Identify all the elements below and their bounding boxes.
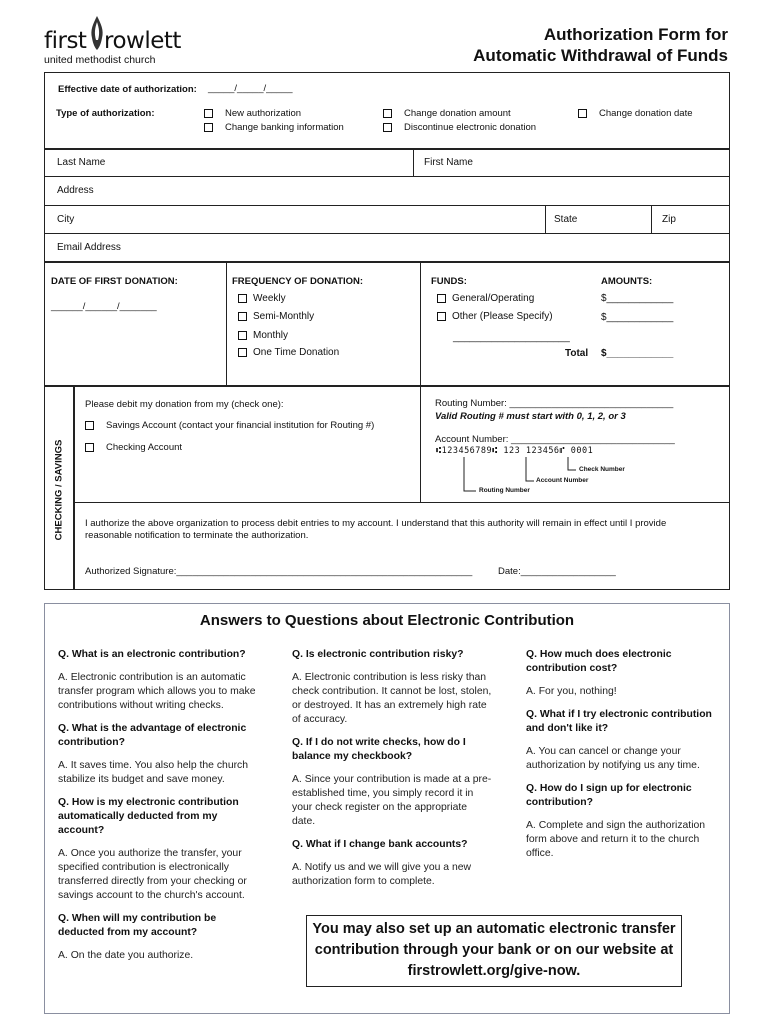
option-new-authorization[interactable] — [204, 108, 301, 119]
faq-question: Q. What is an electronic contribution? — [58, 649, 246, 660]
option-label: General/Operating — [452, 293, 535, 304]
divider — [44, 205, 730, 206]
divider — [44, 233, 730, 234]
signature-date-field[interactable]: Date:__________________ — [498, 566, 616, 577]
callout-line-3: firstrowlett.org/give-now. — [407, 963, 581, 979]
checkbox[interactable] — [383, 123, 392, 132]
faq-column-1 — [58, 648, 258, 972]
title-line-1: Authorization Form for — [543, 25, 728, 44]
form-title — [473, 24, 728, 66]
amount-general-field[interactable]: $____________ — [601, 293, 674, 304]
divider — [44, 176, 730, 177]
routing-note: Valid Routing # must start with 0, 1, 2, or 3 — [435, 411, 626, 422]
faq-answer: A. On the date you authorize. — [58, 950, 194, 961]
address-field[interactable]: Address — [57, 185, 94, 196]
option-change-banking[interactable] — [204, 122, 344, 133]
last-name-field[interactable]: Last Name — [57, 157, 106, 168]
faq-question: Q. What if I try electronic contribution and don't like it? — [526, 709, 712, 734]
total-amount-field[interactable]: $____________ — [601, 348, 674, 359]
checkbox[interactable] — [578, 109, 587, 118]
funds-label: FUNDS: — [431, 276, 467, 287]
authorization-statement: I authorize the above organization to process debit entries to my account. I understand that this authority will remain in effect until I provide reasonable notification to terminate the authorization. — [85, 518, 667, 541]
checkbox[interactable] — [204, 123, 213, 132]
logo-first: first — [44, 28, 87, 54]
faq-answer: A. For you, nothing! — [526, 686, 617, 697]
option-label: Change donation date — [599, 108, 693, 119]
checkbox[interactable] — [238, 294, 247, 303]
signature-field[interactable]: Authorized Signature:________________________________________________________ — [85, 566, 473, 577]
divider — [545, 205, 546, 233]
flame-cross-icon — [89, 16, 105, 50]
divider — [651, 205, 652, 233]
savings-account-option[interactable] — [85, 420, 374, 431]
checking-savings-side-label: CHECKING / SAVINGS — [53, 439, 65, 541]
faq-question: Q. Is electronic contribution risky? — [292, 649, 464, 660]
option-change-date[interactable] — [578, 108, 693, 119]
date-of-first-donation-label: DATE OF FIRST DONATION: — [51, 276, 178, 287]
type-of-authorization-label: Type of authorization: — [56, 108, 155, 119]
option-label: Semi-Monthly — [253, 311, 315, 322]
amount-other-field[interactable]: $____________ — [601, 312, 674, 323]
faq-column-3 — [526, 648, 716, 870]
callout-line-2: contribution through your bank or on our website at — [314, 942, 674, 958]
faq-answer: A. Complete and sign the authorization form above and return it to the church office. — [526, 820, 706, 859]
fund-other[interactable] — [437, 311, 553, 322]
divider — [44, 148, 730, 150]
divider — [44, 261, 730, 263]
checkbox[interactable] — [238, 331, 247, 340]
freq-weekly[interactable] — [238, 293, 286, 304]
checkbox[interactable] — [204, 109, 213, 118]
faq-answer: A. Electronic contribution is less risky than check contribution. It cannot be lost, stolen, or destroyed. It has an extremely high rate of accuracy. — [292, 672, 492, 725]
checkbox[interactable] — [383, 109, 392, 118]
state-field[interactable]: State — [554, 214, 578, 225]
option-label: Savings Account (contact your financial institution for Routing #) — [106, 420, 375, 431]
city-field[interactable]: City — [57, 214, 75, 225]
checkbox[interactable] — [437, 294, 446, 303]
checkbox[interactable] — [85, 443, 94, 452]
option-label: New authorization — [225, 108, 302, 119]
faq-answer: A. It saves time. You also help the church stabilize its budget and save money. — [58, 760, 249, 785]
option-discontinue[interactable] — [383, 122, 536, 133]
faq-question: Q. What is the advantage of electronic contribution? — [58, 723, 247, 748]
logo-rowlett: rowlett — [104, 28, 181, 54]
first-donation-date-field[interactable]: ______/______/_______ — [51, 301, 157, 312]
option-label: Discontinue electronic donation — [404, 122, 537, 133]
fund-general[interactable] — [437, 293, 534, 304]
freq-semi-monthly[interactable] — [238, 311, 314, 322]
divider — [413, 148, 414, 176]
checkbox[interactable] — [238, 348, 247, 357]
debit-prompt: Please debit my donation from my (check one): — [85, 399, 284, 410]
option-label: Weekly — [253, 293, 286, 304]
option-label: Other (Please Specify) — [452, 311, 553, 322]
faq-question: Q. How much does electronic contribution cost? — [526, 649, 672, 674]
routing-number-field[interactable]: Routing Number: _______________________________ — [435, 398, 674, 409]
routing-number-diagram-label: Routing Number — [479, 487, 530, 494]
micr-line: ⑆123456789⑆ 123 123456⑈ 0001 — [436, 446, 594, 456]
divider — [420, 385, 421, 502]
amounts-label: AMOUNTS: — [601, 276, 653, 287]
logo-subtitle: united methodist church — [44, 54, 156, 66]
frequency-label: FREQUENCY OF DONATION: — [232, 276, 364, 287]
option-label: Monthly — [253, 330, 289, 341]
callout-line-1: You may also set up an automatic electronic transfer — [312, 921, 676, 937]
faq-answer: A. Since your contribution is made at a pre-established time, you simply record it in your check register on the appropriate date. — [292, 774, 492, 827]
faq-answer: A. Once you authorize the transfer, your specified contribution is electronically transferred directly from your checking or savings account to the church's account. — [58, 848, 247, 901]
faq-heading: Answers to Questions about Electronic Contribution — [199, 612, 575, 629]
check-number-label: Check Number — [579, 466, 625, 473]
faq-answer: A. Notify us and we will give you a new authorization form to complete. — [292, 862, 472, 887]
divider — [420, 261, 421, 385]
online-giving-callout — [306, 915, 682, 987]
checkbox[interactable] — [437, 312, 446, 321]
faq-question: Q. What if I change bank accounts? — [292, 839, 468, 850]
first-name-field[interactable]: First Name — [424, 157, 473, 168]
account-number-diagram-label: Account Number — [536, 477, 589, 484]
freq-monthly[interactable] — [238, 330, 288, 341]
divider — [73, 502, 730, 503]
church-logo — [44, 16, 184, 66]
divider — [44, 385, 730, 387]
account-number-field[interactable]: Account Number: _______________________________ — [435, 434, 675, 445]
total-label: Total — [565, 348, 589, 359]
faq-question: Q. If I do not write checks, how do I balance my checkbook? — [292, 737, 466, 762]
checkbox[interactable] — [85, 421, 94, 430]
faq-answer: A. You can cancel or change your authorization by notifying us any time. — [526, 746, 700, 771]
option-label: Checking Account — [106, 442, 183, 453]
divider — [226, 261, 227, 385]
authorization-form — [44, 72, 730, 590]
email-field[interactable]: Email Address — [57, 242, 121, 253]
faq-question: Q. When will my contribution be deducted from my account? — [58, 913, 217, 938]
option-change-amount[interactable] — [383, 108, 511, 119]
faq-answer: A. Electronic contribution is an automatic transfer program which allows you to make contributions without writing checks. — [58, 672, 256, 711]
divider — [73, 385, 75, 590]
title-line-2: Automatic Withdrawal of Funds — [473, 46, 728, 65]
effective-date-field[interactable]: _____/_____/_____ — [208, 83, 293, 94]
faq-question: Q. How do I sign up for electronic contribution? — [526, 783, 692, 808]
effective-date-label: Effective date of authorization: — [58, 84, 197, 95]
checking-account-option[interactable] — [85, 442, 182, 453]
option-label: Change donation amount — [404, 108, 511, 119]
other-fund-field[interactable]: _____________________ — [453, 332, 570, 343]
freq-one-time[interactable] — [238, 347, 339, 358]
checkbox[interactable] — [238, 312, 247, 321]
faq-column-2 — [292, 648, 492, 898]
zip-field[interactable]: Zip — [662, 214, 676, 225]
option-label: One Time Donation — [253, 347, 340, 358]
faq-question: Q. How is my electronic contribution automatically deducted from my account? — [58, 797, 239, 836]
option-label: Change banking information — [225, 122, 344, 133]
